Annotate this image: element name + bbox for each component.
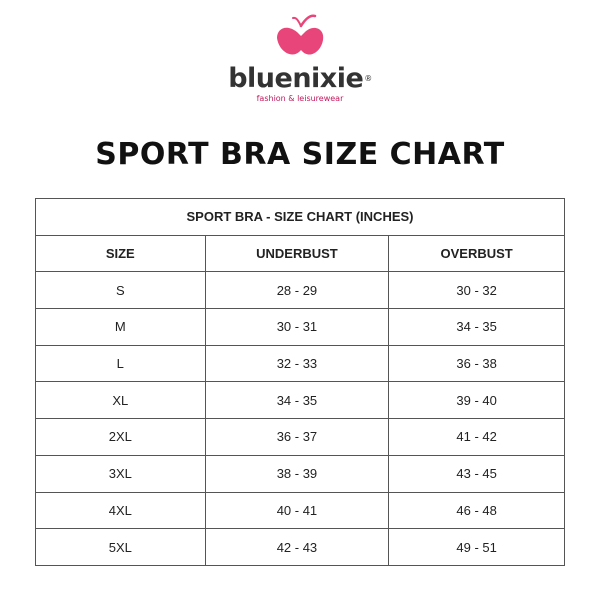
table-row	[36, 529, 565, 566]
cell-underbust: 40 - 41	[205, 492, 389, 529]
table-row	[36, 419, 565, 456]
cell-size: 3XL	[36, 455, 206, 492]
brand-tagline: fashion & leisurewear	[256, 94, 344, 103]
cell-overbust: 39 - 40	[389, 382, 565, 419]
cell-overbust: 41 - 42	[389, 419, 565, 456]
table-caption: SPORT BRA - SIZE CHART (INCHES)	[36, 199, 565, 236]
cell-overbust: 46 - 48	[389, 492, 565, 529]
cell-size: M	[36, 309, 206, 346]
cell-size: L	[36, 345, 206, 382]
cell-underbust: 34 - 35	[205, 382, 389, 419]
cell-size: 4XL	[36, 492, 206, 529]
header-size: SIZE	[36, 235, 206, 272]
table-row	[36, 309, 565, 346]
cell-underbust: 36 - 37	[205, 419, 389, 456]
brand-name: bluenixie®	[228, 63, 372, 94]
cell-size: 5XL	[36, 529, 206, 566]
table-row	[36, 455, 565, 492]
table-caption-row	[36, 199, 565, 236]
cell-underbust: 38 - 39	[205, 455, 389, 492]
brand-logo	[0, 8, 600, 103]
table-row	[36, 345, 565, 382]
header-overbust: OVERBUST	[389, 235, 565, 272]
cell-size: 2XL	[36, 419, 206, 456]
pink-bra-icon	[265, 8, 335, 64]
cell-size: XL	[36, 382, 206, 419]
table-row	[36, 382, 565, 419]
cell-underbust: 30 - 31	[205, 309, 389, 346]
cell-size: S	[36, 272, 206, 309]
cell-overbust: 43 - 45	[389, 455, 565, 492]
cell-overbust: 49 - 51	[389, 529, 565, 566]
cell-underbust: 28 - 29	[205, 272, 389, 309]
table-row	[36, 272, 565, 309]
table-row	[36, 492, 565, 529]
cell-underbust: 32 - 33	[205, 345, 389, 382]
size-chart-table	[35, 198, 565, 566]
header-underbust: UNDERBUST	[205, 235, 389, 272]
cell-overbust: 30 - 32	[389, 272, 565, 309]
cell-overbust: 36 - 38	[389, 345, 565, 382]
cell-overbust: 34 - 35	[389, 309, 565, 346]
table-header-row	[36, 235, 565, 272]
cell-underbust: 42 - 43	[205, 529, 389, 566]
page-title: SPORT BRA SIZE CHART	[95, 137, 505, 172]
